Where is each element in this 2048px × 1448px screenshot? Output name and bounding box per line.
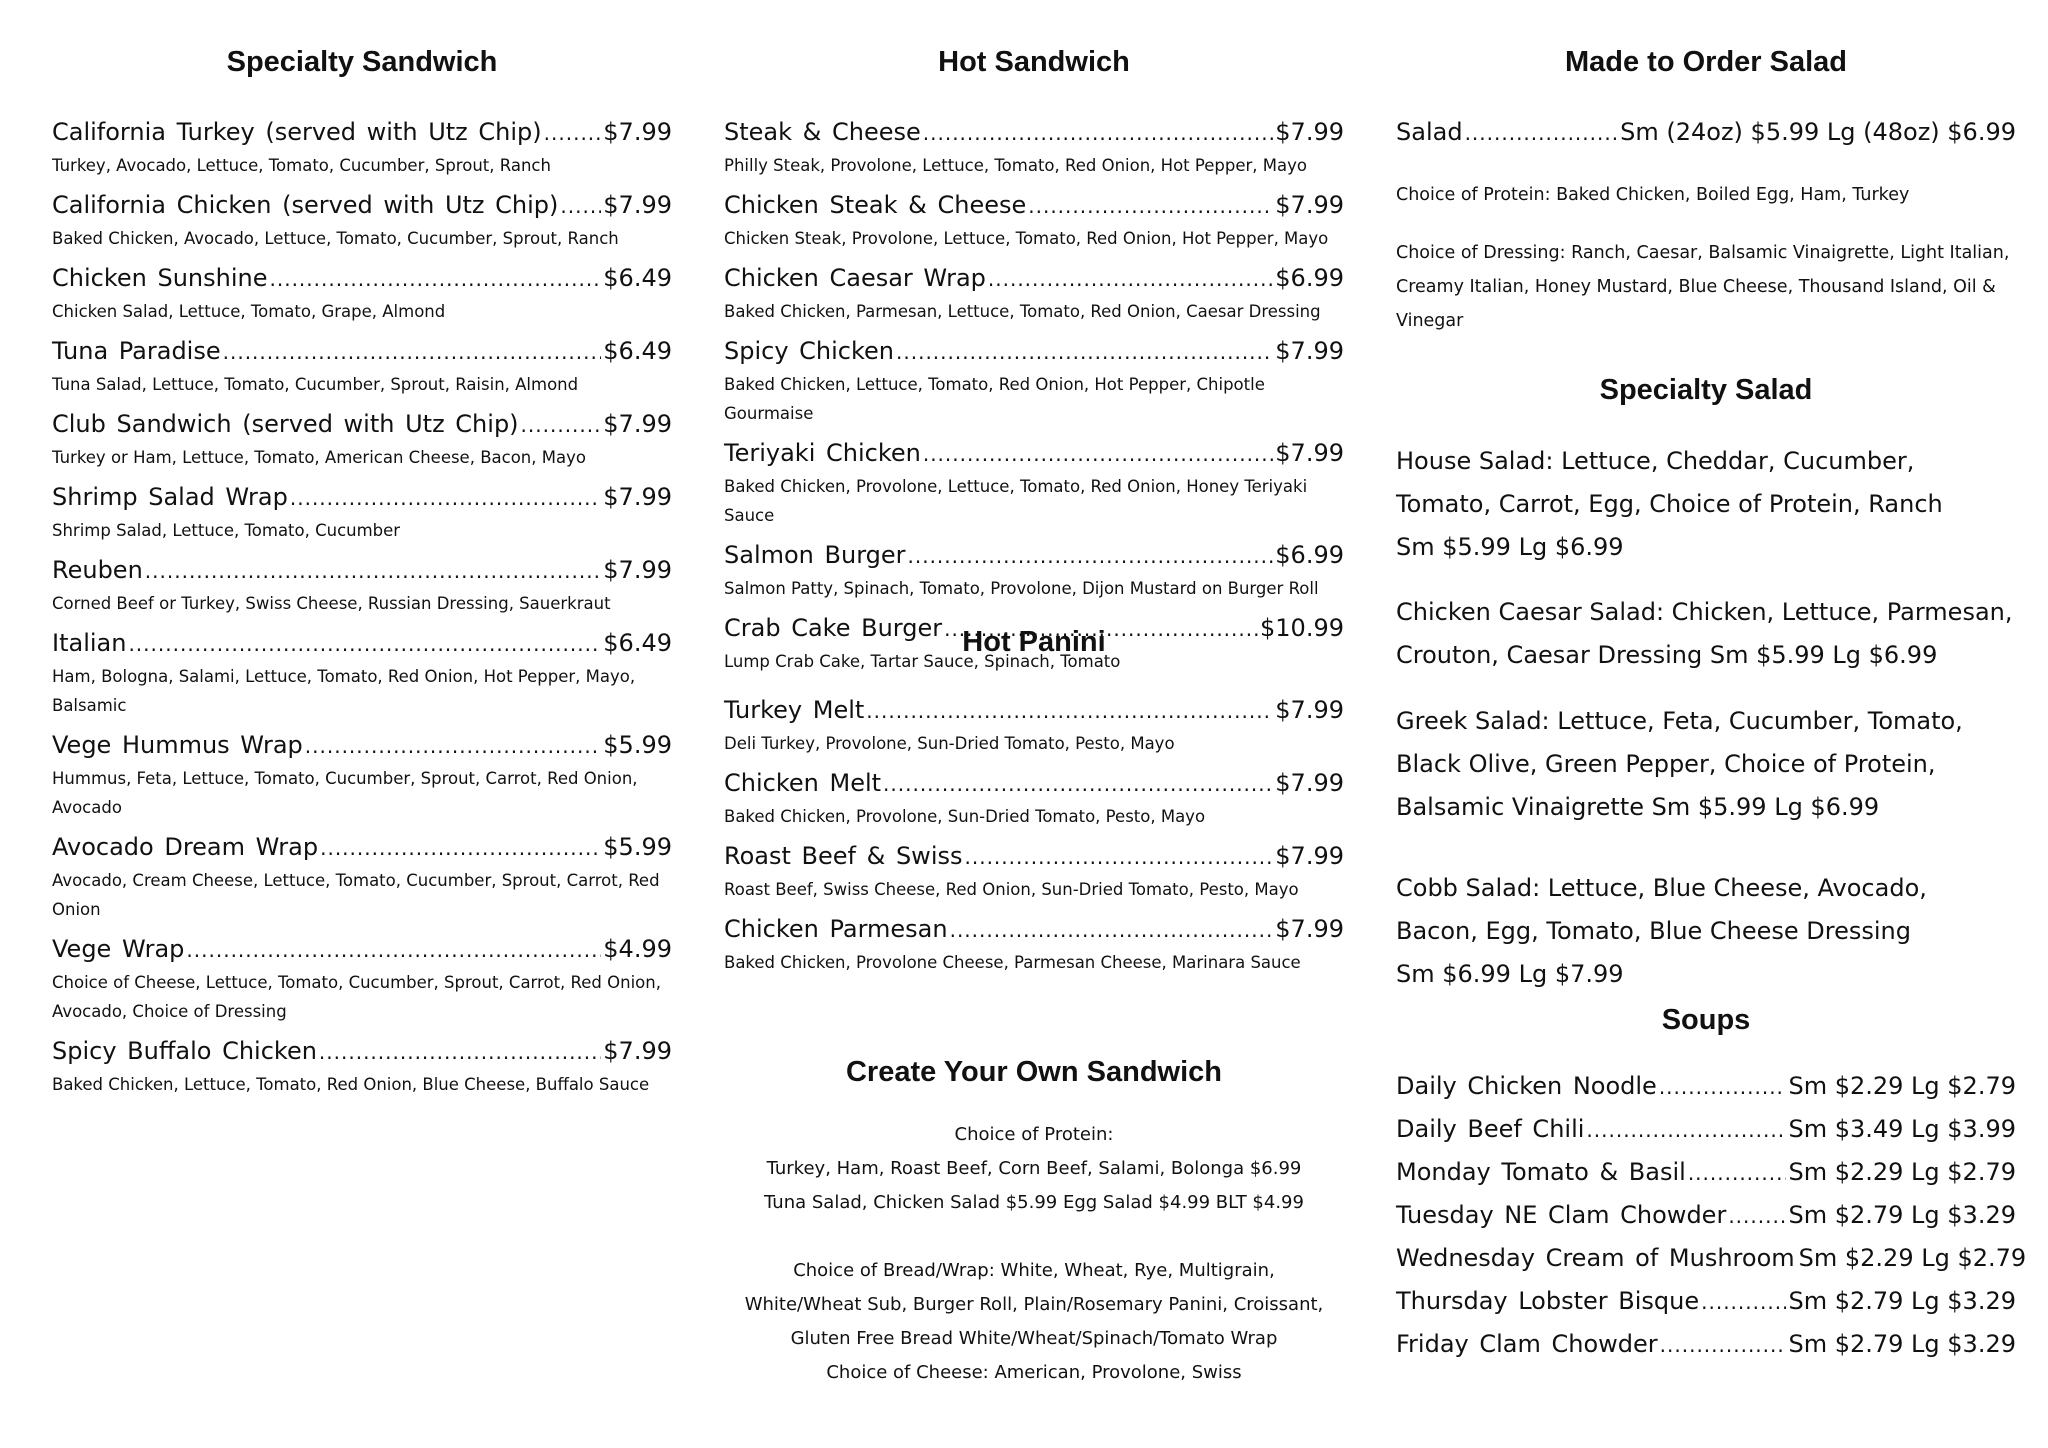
menu-item-description: Chicken Steak, Provolone, Lettuce, Tomato, Red Onion, Hot Pepper, Mayo — [724, 229, 1329, 248]
hot-sandwich-title: Hot Sandwich — [938, 46, 1130, 78]
menu-item-price: $6.49 — [603, 337, 672, 365]
menu-item-name: Daily Beef Chili — [1396, 1115, 1585, 1143]
menu-item-description: Baked Chicken, Parmesan, Lettuce, Tomato, Red Onion, Caesar Dressing — [724, 302, 1321, 321]
menu-item-description: Baked Chicken, Provolone, Lettuce, Tomato, Red Onion, Honey Teriyaki Sauce — [724, 477, 1308, 525]
menu-item — [724, 695, 1344, 758]
menu-item — [52, 555, 672, 618]
menu-item — [724, 768, 1344, 831]
hot-panini-list — [724, 695, 1344, 987]
menu-item-description: Tuna Salad, Lettuce, Tomato, Cucumber, Sprout, Raisin, Almond — [52, 375, 579, 394]
menu-item-price: $7.99 — [603, 118, 672, 146]
menu-item-price: $6.49 — [603, 264, 672, 292]
menu-item-name: Italian — [52, 629, 127, 657]
menu-item — [1396, 1243, 2027, 1274]
leader-dots — [320, 833, 601, 863]
menu-item-name: Spicy Chicken — [724, 337, 895, 365]
menu-item — [52, 628, 672, 720]
soups-title: Soups — [1661, 1004, 1751, 1036]
leader-dots — [544, 118, 602, 148]
menu-item-name: Tuna Paradise — [52, 337, 221, 365]
leader-dots — [923, 439, 1273, 469]
menu-item-price: $6.49 — [603, 629, 672, 657]
protein-line-2: Tuna Salad, Chicken Salad $5.99 Egg Salad $4.99 BLT $4.99 — [764, 1192, 1304, 1213]
menu-item-name: Vege Hummus Wrap — [52, 731, 303, 759]
menu-item-price: $5.99 — [603, 731, 672, 759]
menu-item — [724, 914, 1344, 977]
menu-item — [52, 336, 672, 399]
menu-item-price: $7.99 — [1275, 439, 1344, 467]
menu-item-description: Philly Steak, Provolone, Lettuce, Tomato, Red Onion, Hot Pepper, Mayo — [724, 156, 1307, 175]
leader-dots — [965, 842, 1274, 872]
menu-item — [52, 934, 672, 1026]
leader-dots — [1659, 1072, 1787, 1102]
cheese-choices: Choice of Cheese: American, Provolone, Swiss — [826, 1362, 1242, 1383]
menu-item — [52, 117, 672, 180]
menu-item — [724, 190, 1344, 253]
menu-item — [52, 482, 672, 545]
leader-dots — [290, 483, 601, 513]
menu-item — [52, 832, 672, 924]
menu-item-description: Lump Crab Cake, Tartar Sauce, Spinach, Tomato — [724, 652, 1121, 671]
menu-item — [1396, 1286, 2016, 1317]
menu-item-name: Chicken Sunshine — [52, 264, 268, 292]
menu-item-description: Shrimp Salad, Lettuce, Tomato, Cucumber — [52, 521, 401, 540]
leader-dots — [521, 410, 602, 440]
menu-item-name: Chicken Melt — [724, 769, 882, 797]
create-your-own-title: Create Your Own Sandwich — [845, 1056, 1222, 1088]
menu-item-description: Roast Beef, Swiss Cheese, Red Onion, Sun-Dried Tomato, Pesto, Mayo — [724, 880, 1299, 899]
menu-item-price: $7.99 — [603, 556, 672, 584]
leader-dots — [305, 731, 602, 761]
menu-item-name: Monday Tomato & Basil — [1396, 1158, 1686, 1186]
menu-item — [52, 730, 672, 822]
menu-item-price: $7.99 — [1275, 118, 1344, 146]
menu-item-name: Turkey Melt — [724, 696, 865, 724]
cobb-salad-price: Sm $6.99 Lg $7.99 — [1396, 960, 1624, 988]
menu-item-description: Baked Chicken, Avocado, Lettuce, Tomato, Cucumber, Sprout, Ranch — [52, 229, 619, 248]
protein-line-1: Turkey, Ham, Roast Beef, Corn Beef, Salami, Bolonga $6.99 — [766, 1158, 1302, 1179]
leader-dots — [145, 556, 601, 586]
menu-item — [52, 409, 672, 472]
menu-item-name: Daily Chicken Noodle — [1396, 1072, 1657, 1100]
menu-item — [724, 263, 1344, 326]
menu-item-description: Baked Chicken, Lettuce, Tomato, Red Onion, Hot Pepper, Chipotle Gourmaise — [724, 375, 1265, 423]
salad-protein-choices: Choice of Protein: Baked Chicken, Boiled Egg, Ham, Turkey — [1396, 185, 1910, 205]
create-your-own-details — [724, 1118, 1344, 1390]
menu-item-price: $7.99 — [1275, 191, 1344, 219]
menu-item-description: Chicken Salad, Lettuce, Tomato, Grape, Almond — [52, 302, 446, 321]
menu-item-name: Reuben — [52, 556, 143, 584]
menu-item — [52, 1036, 672, 1099]
menu-item-name: Salmon Burger — [724, 541, 906, 569]
menu-item — [724, 336, 1344, 428]
menu-item — [1396, 1329, 2016, 1360]
menu-item-name: Shrimp Salad Wrap — [52, 483, 288, 511]
made-to-order-salad-title: Made to Order Salad — [1564, 46, 1847, 78]
specialty-sandwich-title: Specialty Sandwich — [226, 46, 498, 78]
leader-dots — [883, 769, 1273, 799]
menu-item-price: Sm $2.79 Lg $3.29 — [1788, 1201, 2016, 1229]
leader-dots — [128, 629, 601, 659]
menu-item-name: Avocado Dream Wrap — [52, 833, 319, 861]
salad-dressing-choices: Choice of Dressing: Ranch, Caesar, Balsamic Vinaigrette, Light Italian, Creamy Italian, Honey Mustard, Blue Cheese, Thousand Island, Oil & Vinegar — [1396, 243, 2010, 331]
menu-item-price: $4.99 — [603, 935, 672, 963]
menu-item-name: Roast Beef & Swiss — [724, 842, 963, 870]
menu-item-price: $10.99 — [1260, 614, 1344, 642]
menu-item-price: $7.99 — [1275, 769, 1344, 797]
menu-item-description: Turkey, Avocado, Lettuce, Tomato, Cucumber, Sprout, Ranch — [52, 156, 551, 175]
cobb-salad-desc: Cobb Salad: Lettuce, Blue Cheese, Avocado, Bacon, Egg, Tomato, Blue Cheese Dressing — [1396, 874, 1927, 945]
menu-item-price: Sm $2.29 Lg $2.79 — [1798, 1244, 2027, 1272]
menu-item — [724, 438, 1344, 530]
menu-item — [52, 263, 672, 326]
leader-dots — [923, 118, 1274, 148]
menu-item-name: Club Sandwich (served with Utz Chip) — [52, 410, 519, 438]
house-salad-price: Sm $5.99 Lg $6.99 — [1396, 533, 1624, 561]
menu-item-name: Thursday Lobster Bisque — [1396, 1287, 1700, 1315]
menu-item-description: Ham, Bologna, Salami, Lettuce, Tomato, Red Onion, Hot Pepper, Mayo, Balsamic — [52, 667, 636, 715]
leader-dots — [1660, 1330, 1787, 1360]
menu-item-description: Baked Chicken, Provolone, Sun-Dried Tomato, Pesto, Mayo — [724, 807, 1206, 826]
menu-item-name: Tuesday NE Clam Chowder — [1396, 1201, 1727, 1229]
menu-item-price: $7.99 — [603, 191, 672, 219]
leader-dots — [950, 915, 1274, 945]
menu-item-price: Sm $2.29 Lg $2.79 — [1788, 1072, 2016, 1100]
menu-item-price: $7.99 — [603, 1037, 672, 1065]
leader-dots — [186, 935, 601, 965]
menu-item-name: Friday Clam Chowder — [1396, 1330, 1658, 1358]
menu-item-price: $5.99 — [603, 833, 672, 861]
leader-dots — [1728, 1201, 1786, 1231]
menu-item — [724, 841, 1344, 904]
salad-line — [1396, 117, 2016, 148]
menu-item-description: Baked Chicken, Provolone Cheese, Parmesan Cheese, Marinara Sauce — [724, 953, 1301, 972]
menu-item — [1396, 1114, 2016, 1145]
menu-item-description: Corned Beef or Turkey, Swiss Cheese, Russian Dressing, Sauerkraut — [52, 594, 611, 613]
leader-dots — [560, 191, 601, 221]
menu-item-price: $7.99 — [603, 483, 672, 511]
menu-item — [724, 540, 1344, 603]
menu-item-description: Turkey or Ham, Lettuce, Tomato, American Cheese, Bacon, Mayo — [52, 448, 586, 467]
leader-dots — [1688, 1158, 1787, 1188]
menu-item-name: Chicken Caesar Wrap — [724, 264, 986, 292]
menu-item-price: $7.99 — [1275, 915, 1344, 943]
leader-dots — [319, 1037, 601, 1067]
menu-item-description: Deli Turkey, Provolone, Sun-Dried Tomato, Pesto, Mayo — [724, 734, 1175, 753]
chicken-caesar-salad: Chicken Caesar Salad: Chicken, Lettuce, Parmesan, Crouton, Caesar Dressing Sm $5.99 Lg $6.99 — [1396, 598, 2013, 669]
menu-item-price: Sm $2.79 Lg $3.29 — [1788, 1330, 2016, 1358]
menu-item-name: Spicy Buffalo Chicken — [52, 1037, 317, 1065]
menu-item-name: California Chicken (served with Utz Chip) — [52, 191, 559, 219]
leader-dots — [1586, 1115, 1786, 1145]
menu-item-name: California Turkey (served with Utz Chip) — [52, 118, 542, 146]
menu-item-price: $7.99 — [1275, 337, 1344, 365]
soup-list — [1396, 1071, 2027, 1372]
menu-item — [724, 117, 1344, 180]
menu-item-price: Sm $2.79 Lg $3.29 — [1788, 1287, 2016, 1315]
house-salad — [1396, 440, 2016, 569]
menu-item-price: Sm $3.49 Lg $3.99 — [1788, 1115, 2016, 1143]
menu-item-price: $6.99 — [1275, 264, 1344, 292]
leader-dots — [223, 337, 602, 367]
hot-sandwich-list — [724, 117, 1344, 686]
menu-item-description: Choice of Cheese, Lettuce, Tomato, Cucumber, Sprout, Carrot, Red Onion, Avocado, Choice of Dressing — [52, 973, 661, 1021]
menu-item-price: $7.99 — [603, 410, 672, 438]
menu-item-name: Steak & Cheese — [724, 118, 921, 146]
leader-dots — [270, 264, 602, 294]
menu-item-price: $7.99 — [1275, 696, 1344, 724]
menu-item — [1396, 1071, 2016, 1102]
menu-item-name: Chicken Steak & Cheese — [724, 191, 1027, 219]
menu-item-price: Sm $2.29 Lg $2.79 — [1788, 1158, 2016, 1186]
menu-item — [52, 190, 672, 253]
menu-item — [1396, 1200, 2016, 1231]
house-salad-desc: House Salad: Lettuce, Cheddar, Cucumber, Tomato, Carrot, Egg, Choice of Protein, Ranch — [1396, 447, 1943, 518]
menu-item-price: $7.99 — [1275, 842, 1344, 870]
cobb-salad — [1396, 867, 2016, 996]
salad-name: Salad — [1396, 118, 1463, 146]
bread-choices: Choice of Bread/Wrap: White, Wheat, Rye, Multigrain, White/Wheat Sub, Burger Roll, Plain/Rosemary Panini, Croissant, Gluten Free Bread White/Wheat/Spinach/Tomato Wrap — [744, 1260, 1324, 1349]
menu-item-name: Wednesday Cream of Mushroom — [1396, 1244, 1795, 1272]
leader-dots — [1028, 191, 1273, 221]
menu-item-name: Crab Cake Burger — [724, 614, 943, 642]
specialty-salad-title: Specialty Salad — [1599, 374, 1813, 406]
menu-item-description: Hummus, Feta, Lettuce, Tomato, Cucumber, Sprout, Carrot, Red Onion, Avocado — [52, 769, 638, 817]
specialty-sandwich-list — [52, 117, 672, 1109]
protein-label: Choice of Protein: — [954, 1124, 1114, 1145]
menu-item-description: Baked Chicken, Lettuce, Tomato, Red Onion, Blue Cheese, Buffalo Sauce — [52, 1075, 650, 1094]
menu-item-price: $6.99 — [1275, 541, 1344, 569]
leader-dots — [988, 264, 1273, 294]
menu-item-name: Vege Wrap — [52, 935, 185, 963]
leader-dots — [896, 337, 1273, 367]
leader-dots — [908, 541, 1274, 571]
menu-item-description: Salmon Patty, Spinach, Tomato, Provolone, Dijon Mustard on Burger Roll — [724, 579, 1319, 598]
hot-panini-title: Hot Panini — [962, 626, 1106, 658]
leader-dots — [1465, 118, 1619, 148]
menu-item-name: Chicken Parmesan — [724, 915, 948, 943]
leader-dots — [866, 696, 1273, 726]
greek-salad: Greek Salad: Lettuce, Feta, Cucumber, Tomato, Black Olive, Green Pepper, Choice of Protein, Balsamic Vinaigrette Sm $5.99 Lg $6.99 — [1396, 707, 1963, 821]
leader-dots — [1701, 1287, 1786, 1317]
menu-item-description: Avocado, Cream Cheese, Lettuce, Tomato, Cucumber, Sprout, Carrot, Red Onion — [52, 871, 660, 919]
menu-item — [1396, 1157, 2016, 1188]
menu-item-name: Teriyaki Chicken — [724, 439, 921, 467]
salad-price: Sm (24oz) $5.99 Lg (48oz) $6.99 — [1620, 118, 2016, 146]
